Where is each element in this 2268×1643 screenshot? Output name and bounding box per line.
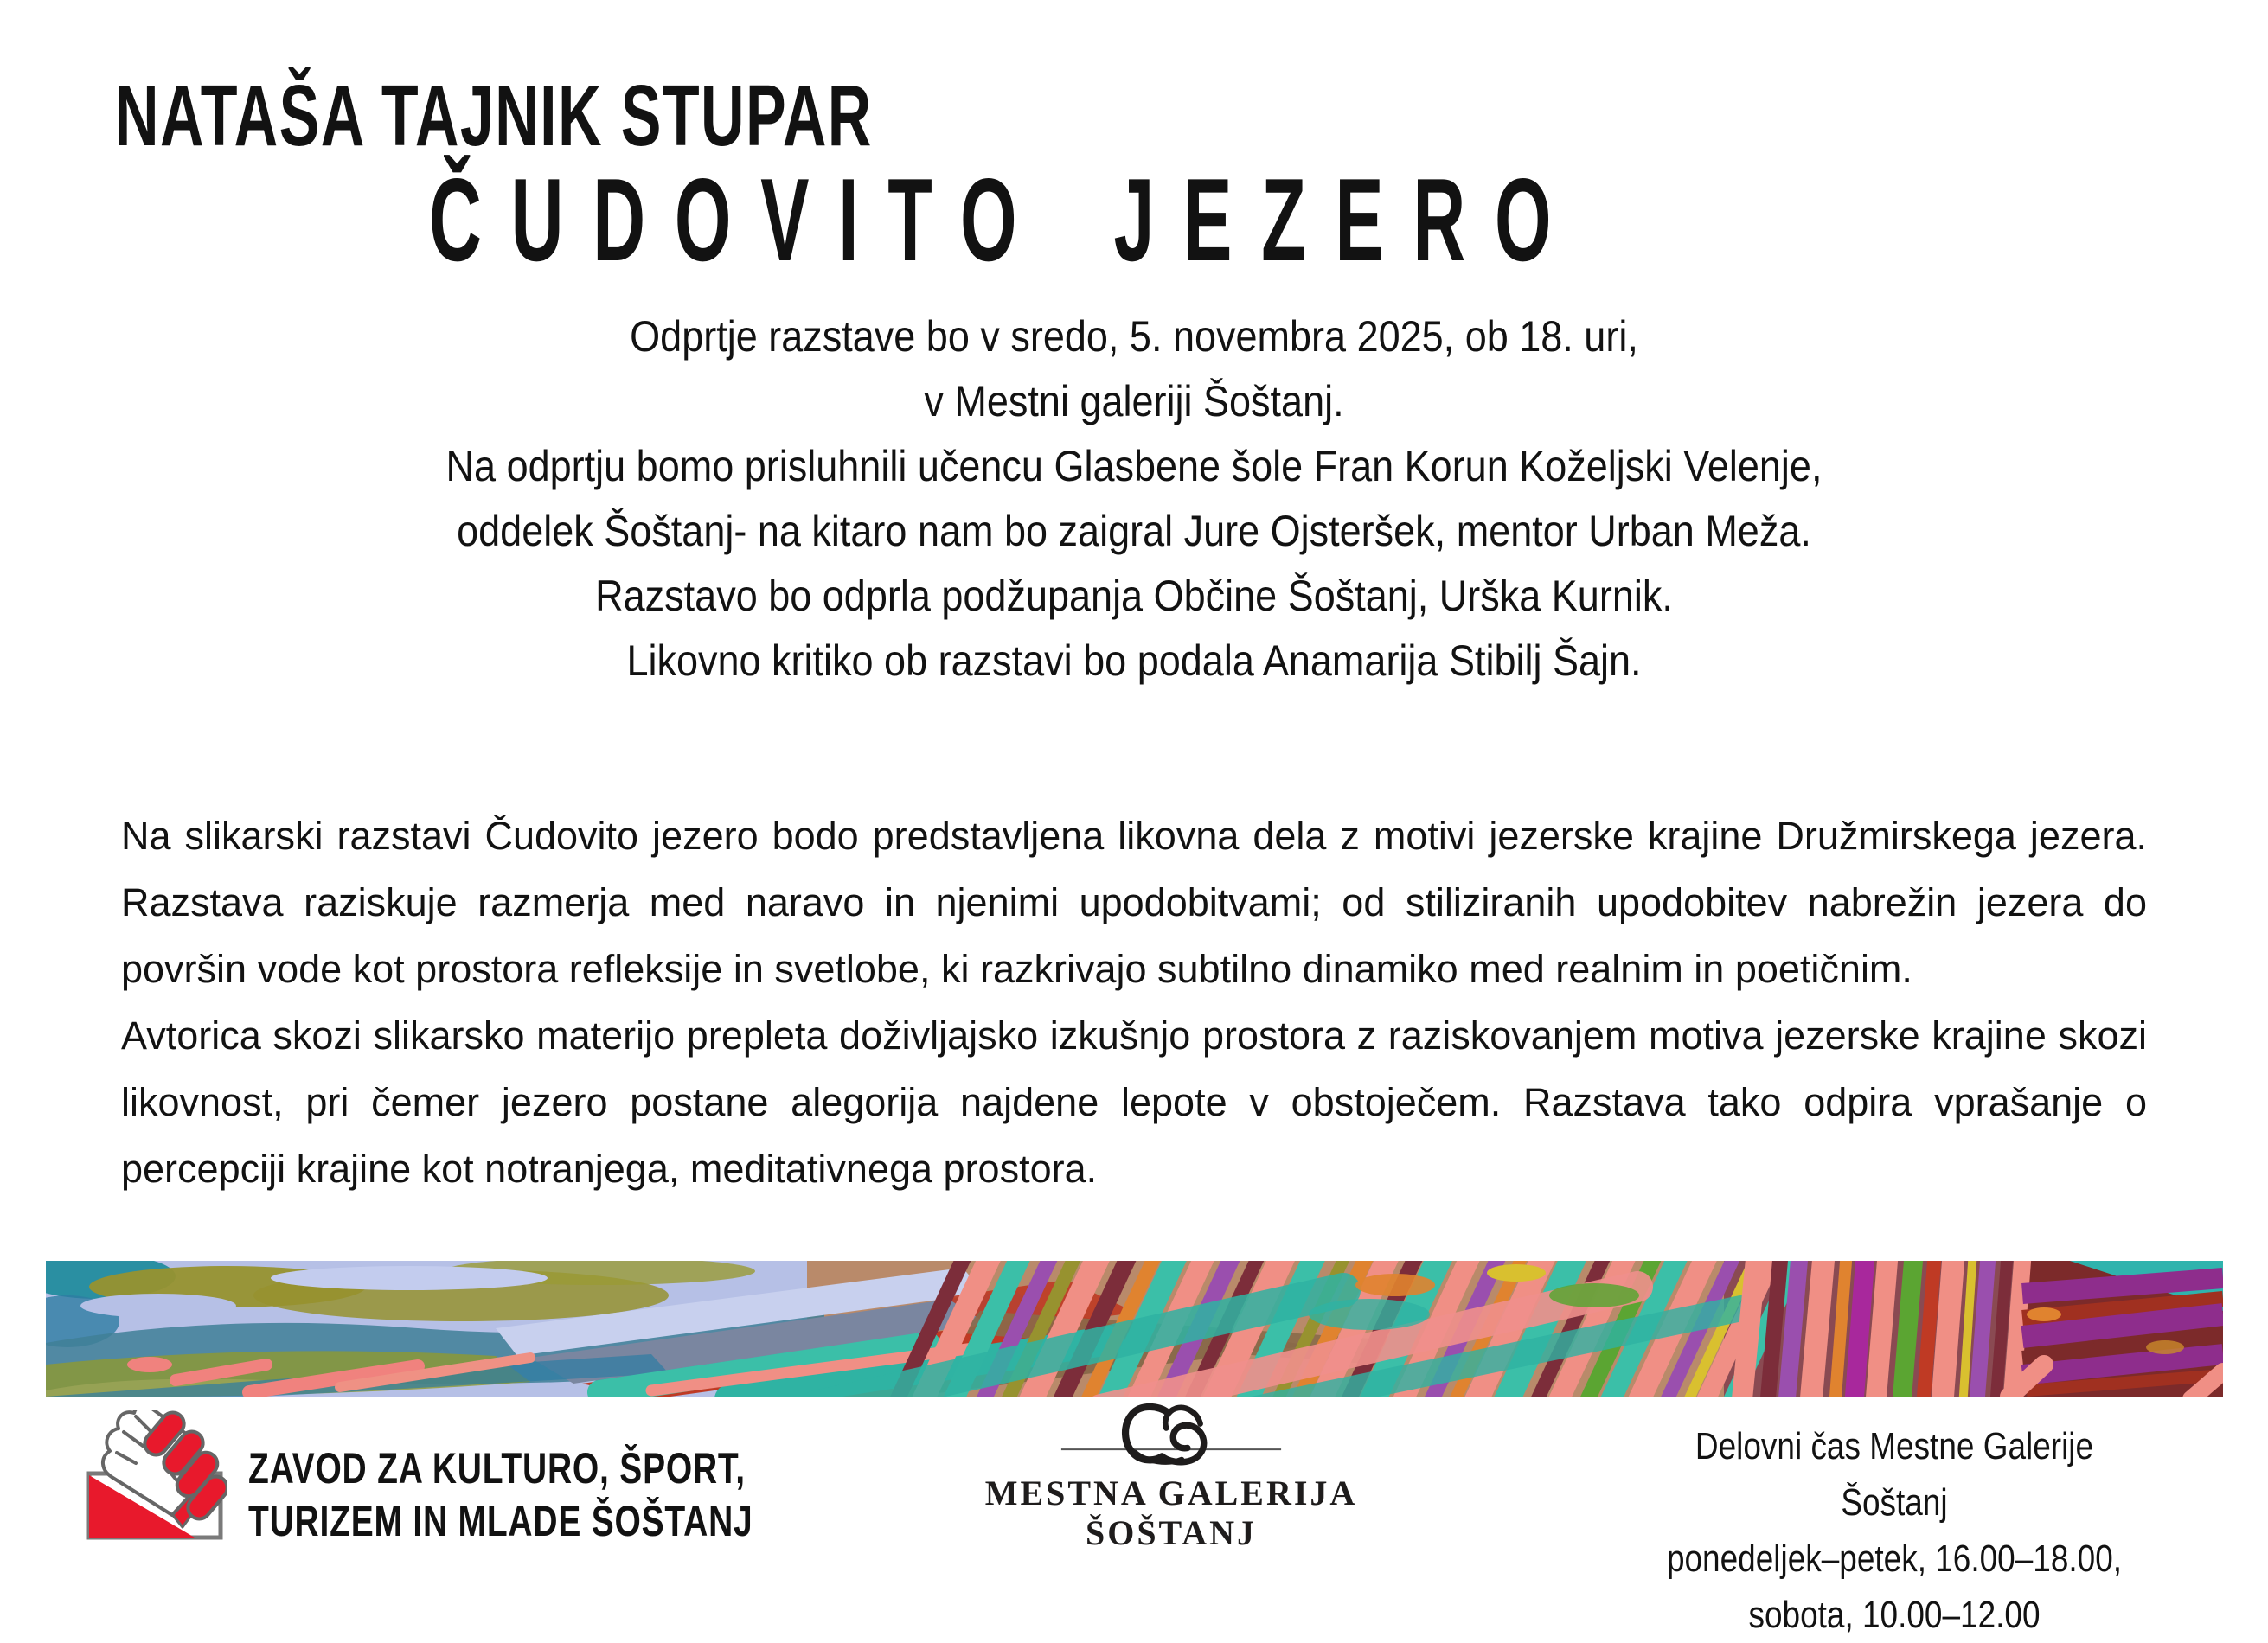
hours-line3: sobota, 10.00–12.00 — [1748, 1594, 2041, 1636]
lake-painting-image — [46, 1261, 2223, 1397]
intro-line: oddelek Šoštanj- na kitaro nam bo zaigral Jure Ojsteršek, mentor Urban Meža. — [457, 507, 1811, 555]
description-paragraph-2: Avtorica skozi slikarsko materijo prepleta doživljajsko izkušnjo prostora z raziskovanjem motiva jezerske krajine skozi likovnost, pri čemer jezero postane alegorija najdene lepote v obstoječem. Razstava tako odpira vprašanje o percepciji krajine kot notranjega, meditativnega prostora. — [121, 1013, 2147, 1191]
intro-line: Na odprtju bomo prisluhnili učencu Glasbene šole Fran Korun Koželjski Velenje, — [445, 442, 1823, 490]
intro-line: Likovno kritiko ob razstavi bo podala Anamarija Stibilj Šajn. — [626, 636, 1642, 685]
gallery-name-line1: MESTNA GALERIJA — [984, 1474, 1358, 1512]
description-paragraph-1: Na slikarski razstavi Čudovito jezero bodo predstavljena likovna dela z motivi jezerske krajine Družmirskega jezera. Razstava raziskuje razmerja med naravo in njenimi upodobitvami; od stiliziranih upodobitev nabrežin jezera do površin vode kot prostora refleksije in svetlobe, ki razkrivajo subtilno dinamiko med realnim in poetičnim. — [121, 814, 2147, 991]
intro-line: Razstavo bo odprla podžupanja Občine Šoštanj, Urška Kurnik. — [595, 572, 1673, 620]
gallery-name-line2: ŠOŠTANJ — [1085, 1513, 1258, 1552]
artist-name: NATAŠA TAJNIK STUPAR — [115, 67, 873, 164]
opening-hours — [1653, 1418, 2136, 1643]
organizer-name-line2: TURIZEM IN MLADE ŠOŠTANJ — [248, 1497, 753, 1545]
exhibition-title: ČUDOVITO JEZERO — [429, 154, 1581, 285]
hours-line1: Delovni čas Mestne Galerije Šoštanj — [1695, 1425, 2094, 1524]
intro-line: v Mestni galeriji Šoštanj. — [924, 377, 1344, 425]
exhibition-description — [121, 802, 2147, 1202]
cg-monogram-icon — [1037, 1403, 1305, 1474]
organizer-name — [248, 1442, 753, 1548]
handshake-logo-icon — [85, 1410, 227, 1541]
abstract-painting-strip — [46, 1261, 2223, 1397]
organizer-name-line1: ZAVOD ZA KULTURO, ŠPORT, — [248, 1444, 746, 1493]
intro-line: Odprtje razstave bo v sredo, 5. novembra 2025, ob 18. uri, — [630, 312, 1638, 361]
opening-info-block — [113, 304, 2155, 694]
gallery-logo — [955, 1403, 1387, 1553]
hours-line2: ponedeljek–petek, 16.00–18.00, — [1666, 1538, 2123, 1580]
